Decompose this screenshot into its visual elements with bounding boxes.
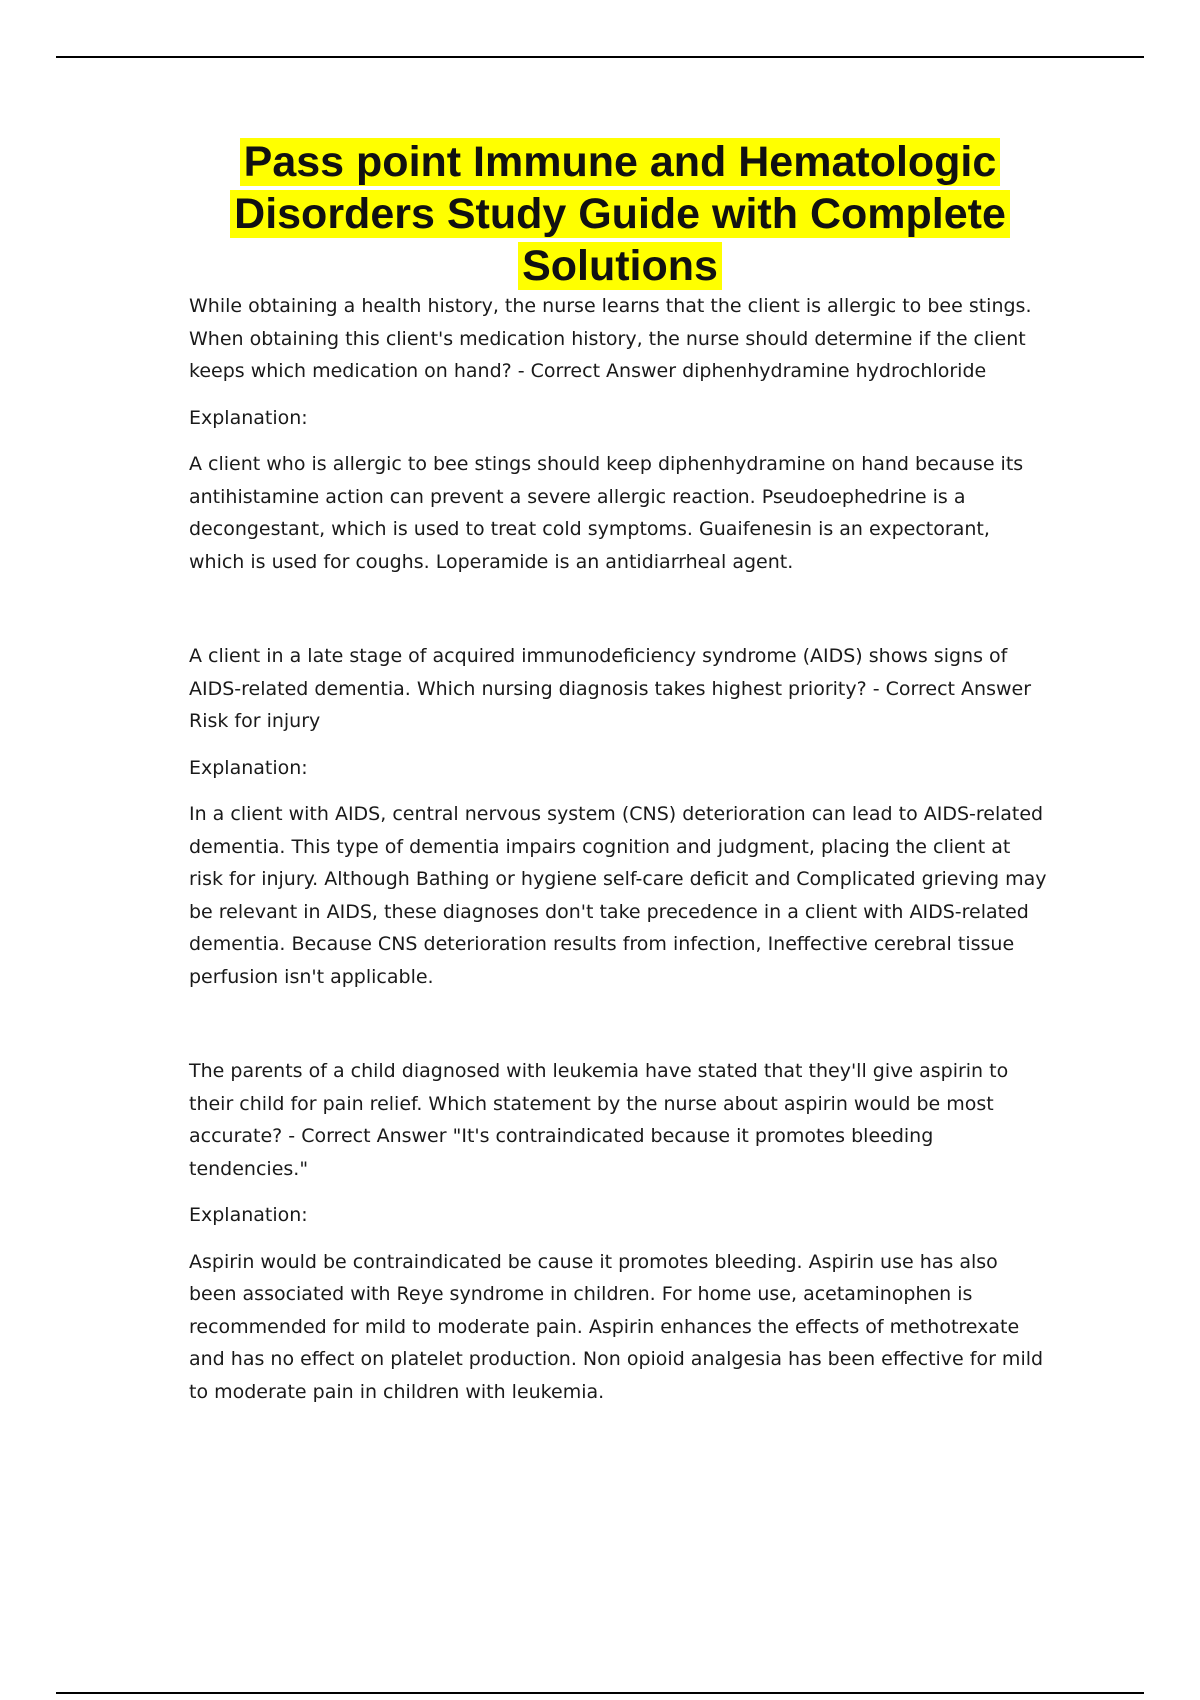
explanation-2: In a client with AIDS, central nervous system (CNS) deterioration can lead to AIDS-related dementia. This type of dementia impairs cognition and judgment, placing the client at risk for injury. Although Bathing or hygiene self-care deficit and Complicated grieving may be relevant in AIDS, these diagnoses don't take precedence in a client with AIDS-related dementia. Because CNS deterioration results from infection, Ineffective cerebral tissue perfusion isn't applicable. <box>189 803 1047 988</box>
document-title <box>180 136 1060 292</box>
top-rule <box>56 56 1144 58</box>
question-2: A client in a late stage of acquired immunodeficiency syndrome (AIDS) shows signs of AIDS-related dementia. Which nursing diagnosis takes highest priority? - Correct Answer Risk for injury <box>189 645 1032 732</box>
explanation-label-1: Explanation: <box>189 406 308 429</box>
qa-item-2 <box>189 640 1049 993</box>
bottom-rule <box>56 1692 1144 1694</box>
document-body <box>189 290 1049 1408</box>
explanation-1: A client who is allergic to bee stings should keep diphenhydramine on hand because its antihistamine action can prevent a severe allergic reaction. Pseudoephedrine is a decongestant, which is used to treat cold symptoms. Guaifenesin is an expectorant, which is used for coughs. Loperamide is an antidiarrheal agent. <box>189 453 1024 573</box>
question-1: While obtaining a health history, the nurse learns that the client is allergic to bee stings. When obtaining this client's medication history, the nurse should determine if the client keeps which medication on hand? - Correct Answer diphenhydramine hydrochloride <box>189 295 1032 382</box>
explanation-label-2: Explanation: <box>189 756 308 779</box>
qa-item-1 <box>189 290 1049 578</box>
explanation-label-3: Explanation: <box>189 1204 308 1226</box>
qa-item-3 <box>189 1055 1049 1408</box>
explanation-3: Aspirin would be contraindicated be cause it promotes bleeding. Aspirin use has also been associated with Reye syndrome in children. For home use, acetaminophen is recommended for mild to moderate pain. Aspirin enhances the effects of methotrexate and has no effect on platelet production. Non opioid analgesia has been effective for mild to moderate pain in children with leukemia. <box>189 1250 1044 1403</box>
title-highlight: Pass point Immune and Hematologic Disorders Study Guide with Complete Solutions <box>230 138 1010 290</box>
question-3: The parents of a child diagnosed with leukemia have stated that they'll give aspirin to their child for pain relief. Which statement by the nurse about aspirin would be most accurate? - Correct Answer "It's contraindicated because it promotes bleeding tendencies." <box>189 1060 1009 1180</box>
